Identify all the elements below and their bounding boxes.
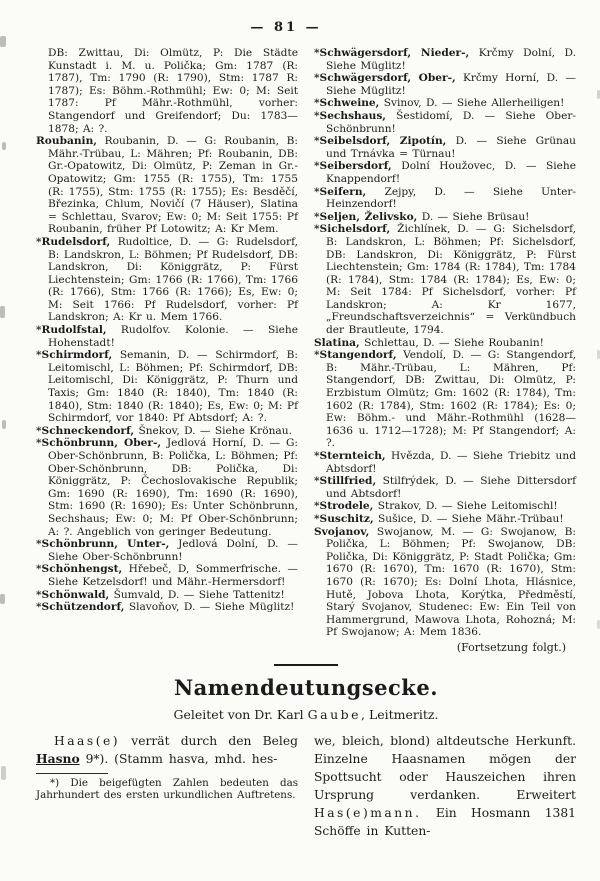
entry-headword: *Seibelsdorf, Zipotín, xyxy=(314,135,447,148)
entry-body: Hvězda, D. — Siehe Triebitz und Abtsdorf! xyxy=(326,450,576,475)
right-entries xyxy=(314,47,576,639)
entry-headword: *Schwägersdorf, Ober-, xyxy=(314,72,456,85)
section-subtitle xyxy=(36,707,576,722)
scan-artifact xyxy=(0,306,5,318)
dictionary-entry xyxy=(314,526,576,639)
entry-body: Žichlínek, D. — G: Sichelsdorf, B: Landskron, L: Böhmen; Pf: Sichelsdorf, DB: Landskron, Di: Königgrätz, P: Fürst Liechtenstein; Gm: 1784 (R: 1784), Tm: 1784 (R: 1784), Stm: 1784 (R: 1784); Es, Ew: 0; M: Seit 1784: Pf Sichelsdorf, vorher: Pf Landskron; A: Kr 1677, „Freundschaftsverzeichnis“ = Verkündbuch der Brautleute, 1794. xyxy=(326,223,576,337)
section-right-column xyxy=(314,732,576,840)
lead-spaced-word: Haas(e) xyxy=(54,733,121,748)
dictionary-entry xyxy=(36,601,298,614)
dictionary-entry xyxy=(36,538,298,563)
dictionary-entry xyxy=(314,47,576,72)
section-lead-paragraph xyxy=(36,732,298,768)
continuation-note: (Fortsetzung folgt.) xyxy=(456,640,566,654)
entry-body: Šnekov, D. — Siehe Krönau. xyxy=(134,424,292,437)
entry-headword: *Schwägersdorf, Nieder-, xyxy=(314,47,470,59)
entry-body: Krčmy Horní, D. — Siehe Müglitz! xyxy=(326,72,576,97)
entry-body: Roubanin, D. — G: Roubanin, B: Mähr.-Trübau, L: Mähren; Pf: Roubanin, DB: Gr.-Opatowitz, Di: Olmütz, P: Zeman in Gr.-Opatowitz; Gm: 1755 (R: 1755), Tm: 1755 (R: 1755), Stm: 1755 (R: 1755); Es: Besděčí, Březinka, Chlum, Novičí (7 Häuser), Slatina = Schlettau, Svarov; Ew: 0; M: Seit 1755: Pf Roubanin, früher Pf Lotowitz; A: Kr Mem. xyxy=(48,135,298,236)
entry-headword: *Schönhengst, xyxy=(36,563,123,576)
dictionary-entry xyxy=(314,450,576,475)
entry-headword: *Schirmdorf, xyxy=(36,349,113,362)
dictionary-entry xyxy=(314,513,576,526)
lead-bold-word: Hasno xyxy=(36,750,80,766)
dictionary-entry xyxy=(36,135,298,236)
entry-body: Krčmy Dolní, D. Siehe Müglitz! xyxy=(326,47,576,72)
entry-body: Jedlová Horní, D. — G: Ober-Schönbrunn, B: Polička, L: Böhmen; Pf: Ober-Schönbrunn, DB: Polička, Di: Königgrätz, P: Čechoslovakische Republik; Gm: 1690 (R: 1690), Tm: 1690 (R: 1690), Stm: 1690 (R: 1690); Es: Unter Schönbrunn, Sechshaus; Ew: 0; M: Pf Ober-Schönbrunn; A: ?. Angeblich von geringer Bedeutung. xyxy=(48,437,298,538)
entry-headword: Svojanov, xyxy=(314,525,370,538)
right-spaced-word: Has(e)mann. xyxy=(314,805,422,820)
entry-body: Sušice, D. — Siehe Mähr.-Trübau! xyxy=(373,512,564,525)
entry-headword: Slatina, xyxy=(314,336,360,349)
entry-headword: *Schönbrunn, Unter-, xyxy=(36,538,170,551)
footnote-text: *) Die beigefügten Zahlen bedeuten das Jahrhundert des ersten urkundlichen Auftretens. xyxy=(36,776,298,801)
entry-body: Schlettau, D. — Siehe Roubanin! xyxy=(359,336,544,349)
section-divider xyxy=(274,664,338,666)
dictionary-entry xyxy=(314,500,576,513)
entry-headword: *Seibersdorf, xyxy=(314,160,392,173)
footnote-rule xyxy=(36,773,108,774)
entry-headword: *Schneckendorf, xyxy=(36,424,135,437)
entry-body: Hřebeč, D, Sommerfrische. — Siehe Ketzelsdorf! und Mähr.-Hermersdorf! xyxy=(48,563,298,588)
entry-body: Semanin, D. — Schirmdorf, B: Leitomischl, L: Böhmen; Pf: Schirmdorf, DB: Leitomischl, Di: Königgrätz, P: Thurn und Taxis; Gm: 1840 (R: 1840), Tm: 1840 (R: 1840), Stm: 1840 (R: 1840); Es, Ew: 0; M: Pf Schirmdorf, vor 1840: Pf Abtsdorf; A: ?. xyxy=(48,349,298,425)
subtitle-author-name: Gaube xyxy=(307,706,362,722)
dictionary-entry xyxy=(314,110,576,135)
entry-headword: *Stangendorf, xyxy=(314,349,397,362)
entry-headword: *Schweine, xyxy=(314,97,380,110)
dictionary-entry xyxy=(36,236,298,324)
dictionary-entry xyxy=(314,475,576,500)
section-left-column xyxy=(36,732,298,840)
entry-headword: *Rudelsdorf, xyxy=(36,235,111,248)
dictionary-entry xyxy=(314,97,576,110)
entry-body: Rudolfov. Kolonie. — Siehe Hohenstadt! xyxy=(48,324,298,349)
lead-rest-text: 9*). (Stamm hasva, mhd. hes- xyxy=(79,751,278,766)
entry-headword: *Stillfried, xyxy=(314,475,377,488)
scan-artifact xyxy=(0,36,6,47)
entry-body: Šestidomí, D. — Siehe Ober-Schönbrunn! xyxy=(326,109,576,135)
right-column xyxy=(314,47,576,655)
right-post-text: Ein Hosmann 1381 Schöffe in Kutten- xyxy=(314,805,576,838)
entry-headword: *Schönwald, xyxy=(36,588,110,601)
lead-mid-text: verrät durch den Beleg xyxy=(120,733,298,748)
page-number: — 81 — xyxy=(250,20,322,35)
dictionary-columns xyxy=(36,47,576,655)
dictionary-entry xyxy=(36,425,298,438)
entry-body: Dolní Houžovec, D. — Siehe Knappendorf! xyxy=(326,160,576,185)
section-right-paragraph xyxy=(314,732,576,840)
dictionary-entry xyxy=(36,589,298,602)
entry-body: Jedlová Dolní, D. — Siehe Ober-Schönbrunn! xyxy=(48,538,298,563)
entry-headword: *Sichelsdorf, xyxy=(314,223,391,236)
dictionary-entry xyxy=(314,135,576,160)
entry-headword: *Sechshaus, xyxy=(314,109,386,122)
dictionary-entry xyxy=(36,324,298,349)
dictionary-entry xyxy=(314,211,576,224)
entry-headword: *Schützendorf, xyxy=(36,601,125,614)
entry-body: Vendolí, D. — G: Stangendorf, B: Mähr.-Trübau, L: Mähren, Pf: Stangendorf, DB: Zwittau, Di: Olmütz, P: Erzbistum Olmütz; Gm: 1602 (R: 1784), Tm: 1602 (R: 1784), Stm: 1602 (R: 1784); Es: 0; Ew: Böhm.- und Mähr.-Rothmühl (1628—1636 u. 1712—1728); M: Pf Stangendorf; A: ?. xyxy=(326,349,576,450)
section-columns xyxy=(36,732,576,840)
entry-body: Rudoltice, D. — G: Rudelsdorf, B: Landskron, L: Böhmen; Pf Rudelsdorf, DB: Landskron, Di: Königgrätz, P: Fürst Liechtenstein; Gm: 1766 (R: 1766), Tm: 1766 (R: 1766), Stm: 1766 (R: 1766); Es, Ew: 0; M: Seit 1766: Pf Rudelsdorf, vorher: Pf Landskron; A: Kr u. Mem 1766. xyxy=(48,235,298,324)
entry-body: D. — Siehe Grünau und Trnávka = Türnau! xyxy=(326,135,576,160)
entry-headword: *Strodele, xyxy=(314,500,374,513)
entry-body: D. — Siehe Brüsau! xyxy=(417,210,530,223)
right-pre-text: we, bleich, blond) altdeutsche Herkunft. Einzelne Haasnamen mögen der Spottsucht oder Hauszeichen ihren Ursprung verdanken. Erweitert xyxy=(314,733,576,802)
subtitle-post: , Leitmeritz. xyxy=(361,706,439,722)
entry-headword: *Seifern, xyxy=(314,185,367,198)
entry-body: Svinov, D. — Siehe Allerheiligen! xyxy=(379,97,565,110)
scan-artifact xyxy=(0,594,5,604)
dictionary-entry xyxy=(314,186,576,211)
entry-headword: *Seljen, Želivsko, xyxy=(314,210,418,223)
dictionary-entry xyxy=(314,72,576,97)
left-column xyxy=(36,47,298,655)
scan-artifact xyxy=(1,766,6,780)
dictionary-entry xyxy=(36,437,298,538)
entry-headword: *Rudolfstal, xyxy=(36,324,107,337)
section-title: Namendeutungsecke. xyxy=(173,674,439,700)
entry-body: Stilfrýdek, D. — Siehe Dittersdorf und Abtsdorf! xyxy=(326,475,576,500)
dictionary-entry xyxy=(314,223,576,336)
entry-headword: *Schönbrunn, Ober-, xyxy=(36,437,162,450)
dictionary-entry xyxy=(314,160,576,185)
entry-body: Šumvald, D. — Siehe Tattenitz! xyxy=(109,588,285,601)
entry-headword: *Sternteich, xyxy=(314,450,386,462)
entry-headword: *Suschitz, xyxy=(314,512,374,525)
entry-headword: Roubanin, xyxy=(36,135,97,148)
scan-artifact xyxy=(2,142,6,150)
dictionary-entry xyxy=(36,563,298,588)
scan-artifact xyxy=(2,420,6,429)
continuation-paragraph: DB: Zwittau, Di: Olmütz, P: Die Städte Kunstadt i. M. u. Polička; Gm: 1787 (R: 1787), Tm: 1790 (R: 1790), Stm: 1787 R: 1787); Es: Böhm.-Rothmühl; Ew: 0; M: Seit 1787: Pf Mähr.-Rothmühl, vorher: Stangendorf und Greifendorf; Du: 1783—1878; A: ?. xyxy=(48,47,298,135)
entry-body: Zejpy, D. — Siehe Unter-Heinzendorf! xyxy=(326,185,576,211)
entry-body: Swojanow, M. — G: Swojanow, B: Polička, L: Böhmen; Pf: Swojanow, DB: Polička, Di: Königgrätz, P: Stadt Polička; Gm: 1670 (R: 1670), Tm: 1670 (R: 1670), Stm: 1670 (R: 1670); Es: Dolní Lhota, Hlásnice, Hutě, Jobova Lhota, Korýtka, Předměstí, Starý Svojanov, Studenec: Ew: Ein Teil von Hammergrund, Mawova Lhota, Rohozná; M: Pf Swojanow; A: Mem 1836. xyxy=(326,525,576,639)
entry-body: Slavoňov, D. — Siehe Müglitz! xyxy=(124,601,295,614)
subtitle-pre: Geleitet von Dr. Karl xyxy=(173,706,308,722)
dictionary-entry xyxy=(36,349,298,425)
entry-body: Strakov, D. — Siehe Leitomischl! xyxy=(373,500,558,513)
dictionary-entry xyxy=(314,337,576,350)
dictionary-entry xyxy=(314,349,576,450)
